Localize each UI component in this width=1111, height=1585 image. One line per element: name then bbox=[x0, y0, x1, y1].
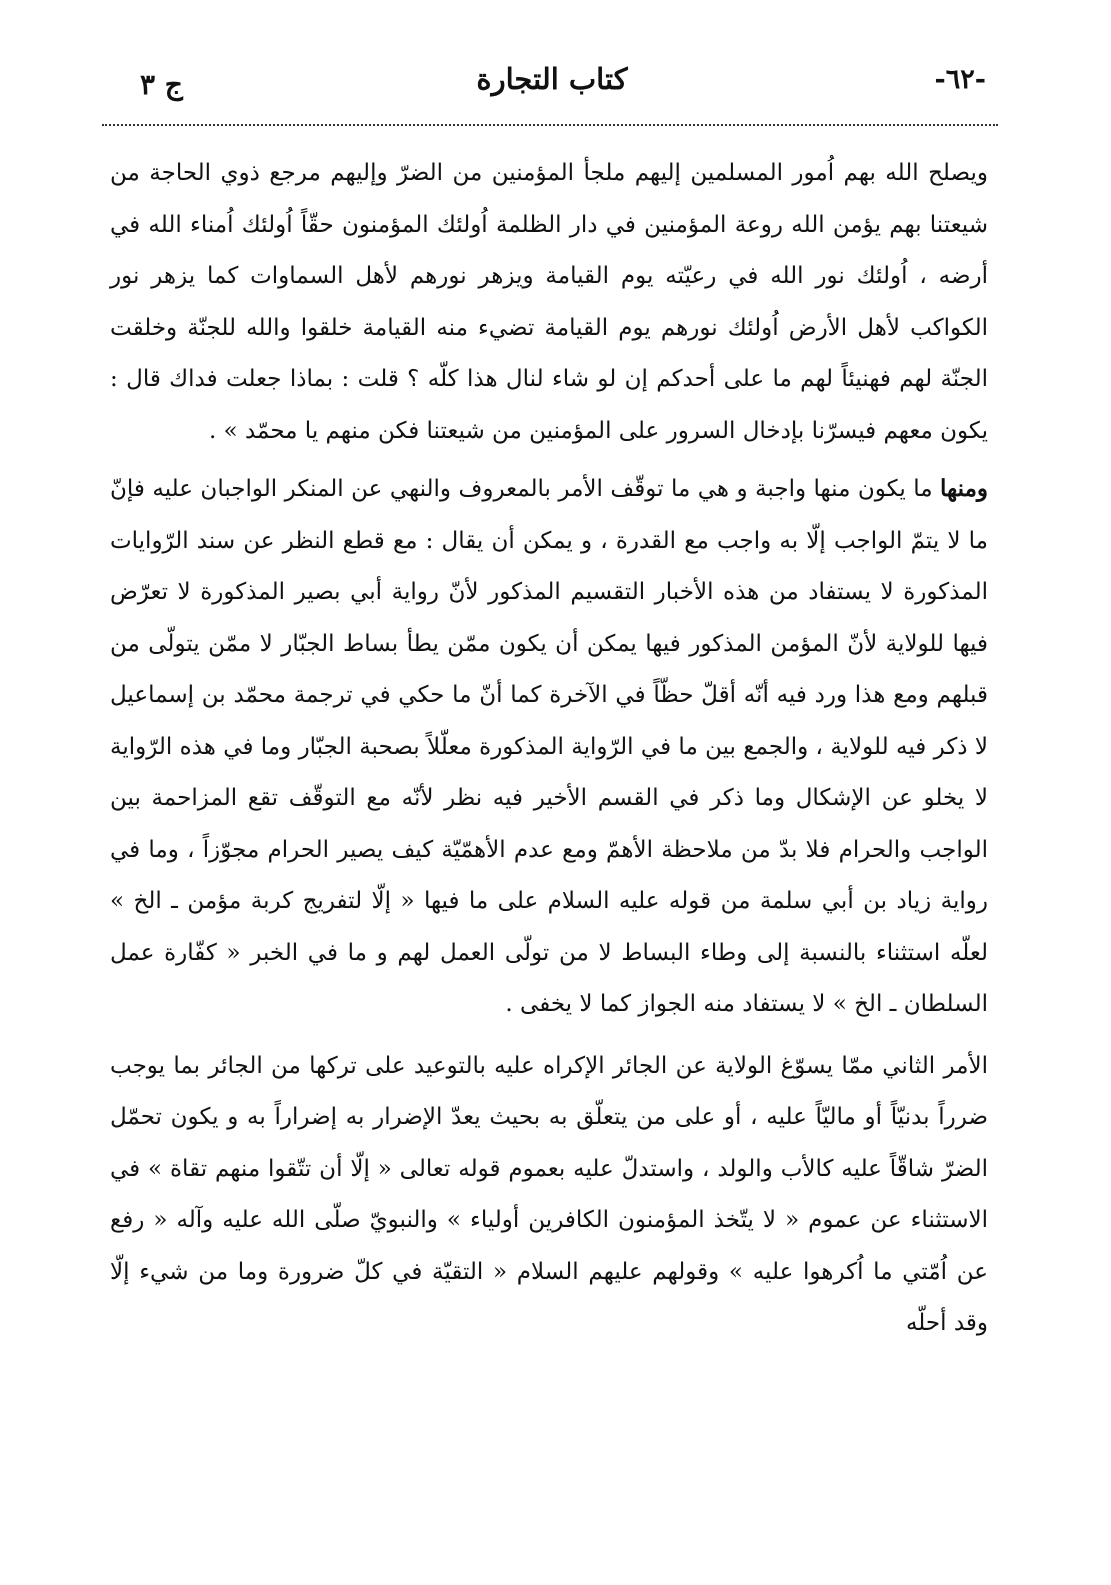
paragraph-spacer bbox=[110, 1031, 988, 1041]
page-header bbox=[118, 58, 986, 108]
running-title: كتاب التجارة bbox=[476, 62, 628, 96]
paragraph-2-lead: ومنها bbox=[940, 475, 988, 502]
page-number: -٦٢- bbox=[934, 64, 986, 95]
paragraph-1-text: ويصلح الله بهم اُمور المسلمين إليهم ملجأ المؤمنين من الضرّ وإليهم مرجع ذوي الحاجة من شيعتنا بهم يؤمن الله روعة المؤمنين في دار الظلمة اُولئك المؤمنون حقّاً اُولئك اُمناء الله في أرضه ، اُولئك نور الله في رعيّته يوم القيامة ويزهر نورهم لأهل السماوات كما يزهر نور الكواكب لأهل الأرض اُولئك نورهم يوم القيامة تضيء منه القيامة خلقوا والله للجنّة وخلقت الجنّة لهم فهنيئاً لهم ما على أحدكم إن لو شاء لنال هذا كلّه ؟ قلت : بماذا جعلت فداك قال : يكون معهم فيسرّنا بإدخال السرور على المؤمنين من شيعتنا فكن منهم يا محمّد » . bbox=[110, 160, 988, 444]
volume-label: ج ٣ bbox=[140, 68, 183, 101]
paragraph-2-text: ما يكون منها واجبة و هي ما توقّف الأمر بالمعروف والنهي عن المنكر الواجبان عليه فإنّ ما لا يتمّ الواجب إلّا به واجب مع القدرة ، و يمكن أن يقال : مع قطع النظر عن سند الرّوايات المذكورة لا يستفاد من هذه الأخبار التقسيم المذكور لأنّ رواية أبي بصير المذكورة لا تعرّض فيها للولاية لأنّ المؤمن المذكور فيها يمكن أن يكون ممّن يطأ بساط الجبّار لا ممّن يتولّى من قبلهم ومع هذا ورد فيه أنّه أقلّ حظّاً في الآخرة كما أنّ ما حكي في ترجمة محمّد بن إسماعيل لا ذكر فيه للولاية ، والجمع بين ما في الرّواية المذكورة معلّلاً بصحبة الجبّار وما في هذه الرّواية لا يخلو عن الإشكال وما ذكر في القسم الأخير فيه نظر لأنّه مع التوقّف تقع المزاحمة بين الواجب والحرام فلا بدّ من ملاحظة الأهمّ ومع عدم الأهمّيّة كيف يصير الحرام مجوّزاً ، وما في رواية زياد بن أبي سلمة من قوله عليه السلام على ما فيها « إلّا لتفريج كربة مؤمن ـ الخ » لعلّه استثناء بالنسبة إلى وطاء البساط لا من تولّى العمل لهم و ما في الخبر « كفّارة عمل السلطان ـ الخ » لا يستفاد منه الجواز كما لا يخفى . bbox=[110, 476, 988, 1017]
paragraph-3 bbox=[110, 1041, 988, 1350]
page-body bbox=[110, 148, 988, 1350]
paragraph-2 bbox=[110, 463, 988, 1031]
paragraph-1 bbox=[110, 148, 988, 457]
paragraph-3-text: الأمر الثاني ممّا يسوّغ الولاية عن الجائر الإكراه عليه بالتوعيد على تركها من الجائر بما يوجب ضرراً بدنيّاً أو ماليّاً عليه ، أو على من يتعلّق به بحيث يعدّ الإضرار به إضراراً به و يكون تحمّل الضرّ شاقّاً عليه كالأب والولد ، واستدلّ عليه بعموم قوله تعالى « إلّا أن تتّقوا منهم تقاة » في الاستثناء عن عموم « لا يتّخذ المؤمنون الكافرين أولياء » والنبويّ صلّى الله عليه وآله « رفع عن اُمّتي ما اُكرهوا عليه » وقولهم عليهم السلام « التقيّة في كلّ ضرورة وما من شيء إلّا وقد أحلّه bbox=[110, 1052, 988, 1336]
header-divider bbox=[102, 124, 998, 126]
